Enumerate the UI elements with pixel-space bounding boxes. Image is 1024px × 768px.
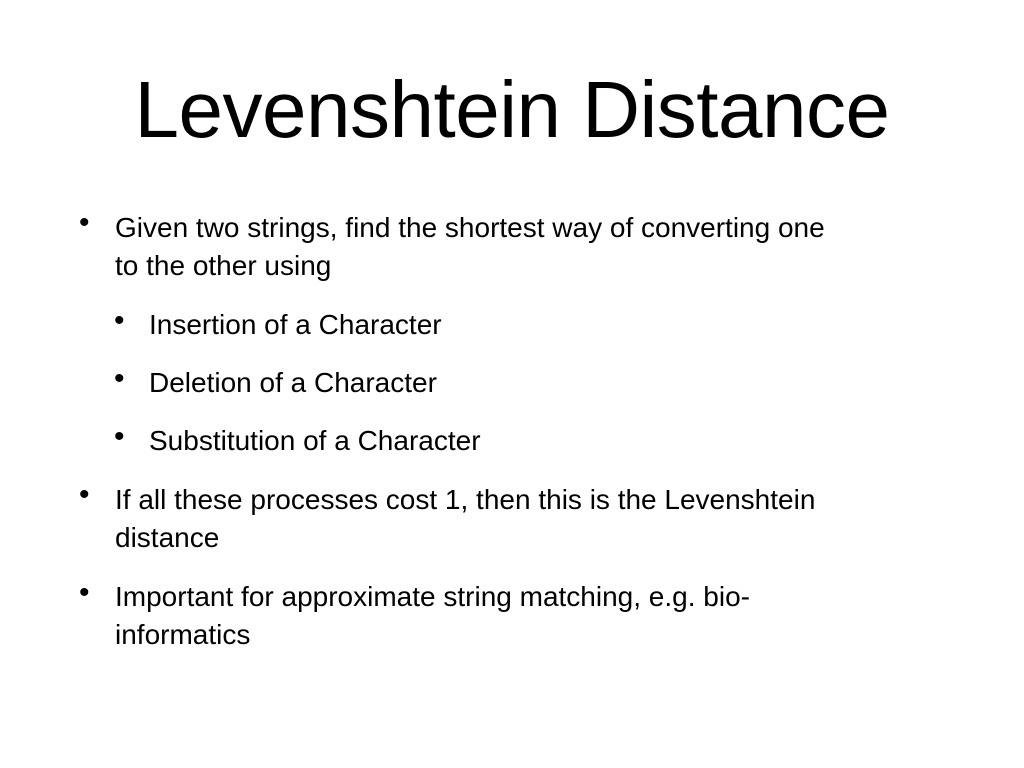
bullet-text-line: to the other using [115,250,332,281]
sub-bullet-marker: • [114,362,125,395]
bullet-text-line: If all these processes cost 1, then this is the Levenshtein [115,484,816,515]
bullet-text-line: informatics [115,619,251,650]
bullet-text-line: distance [115,522,220,553]
bullet-text-line: Given two strings, find the shortest way of converting one [115,212,825,243]
bullet-marker: • [79,576,90,609]
bullet-item-cost-levenshtein [115,481,965,557]
sub-bullet-insertion: Insertion of a Character [149,309,442,340]
sub-bullet-substitution: Substitution of a Character [149,425,481,456]
bullet-marker: • [79,206,90,239]
sub-bullet-deletion: Deletion of a Character [149,367,437,398]
bullet-text-line: Important for approximate string matching, e.g. bio- [115,581,750,612]
slide-title: Levenshtein Distance [134,65,890,154]
sub-bullet-marker: • [114,304,125,337]
bullet-marker: • [79,478,90,511]
bullet-item-approximate-matching [115,578,965,654]
sub-bullet-marker: • [114,420,125,453]
bullet-item-given-two-strings [115,209,965,285]
